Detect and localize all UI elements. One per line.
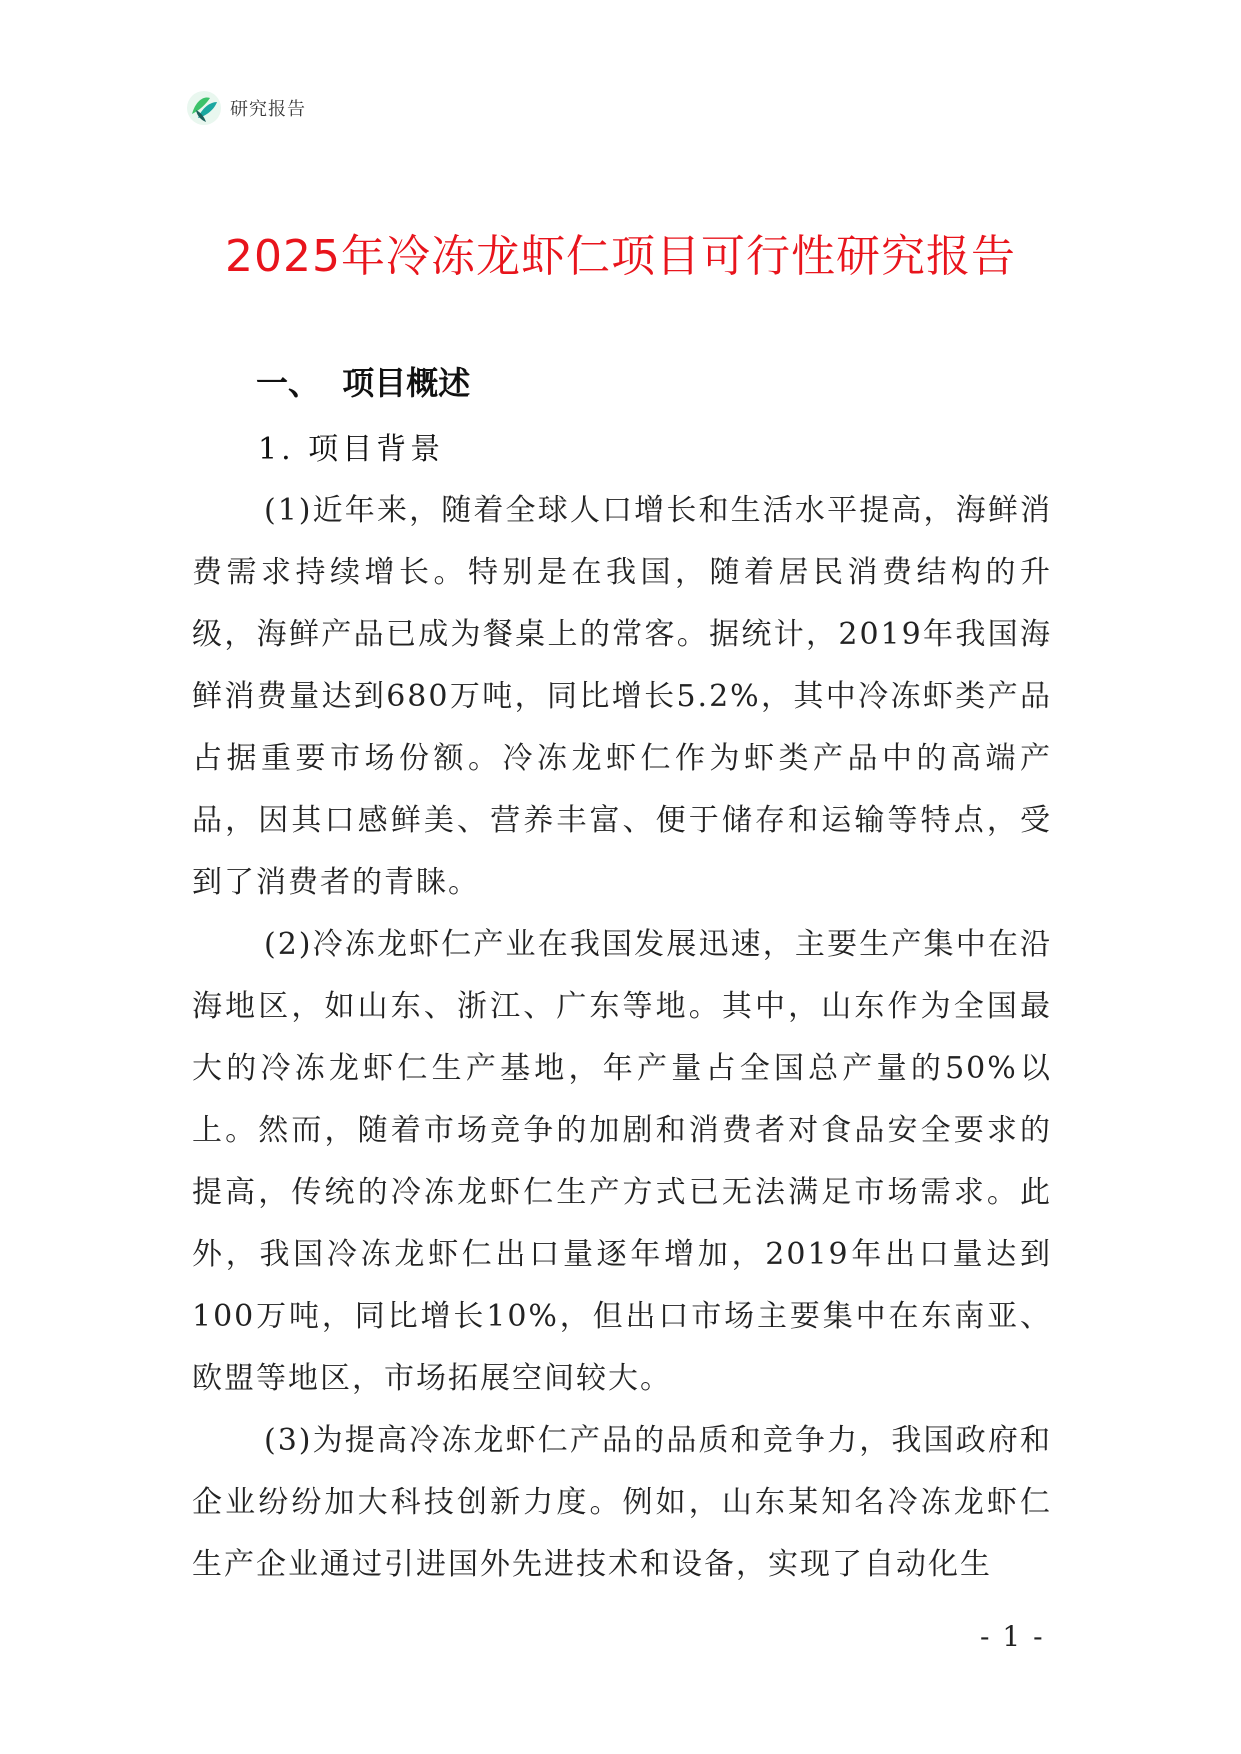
document-title: 2025年冷冻龙虾仁项目可行性研究报告 [225, 231, 1016, 282]
paragraph-1: (1)近年来，随着全球人口增长和生活水平提高，海鲜消费需求持续增长。特别是在我国，随着居民消费结构的升级，海鲜产品已成为餐桌上的常客。据统计，2019年我国海鲜消费量达到680万吨，同比增长5.2%，其中冷冻虾类产品占据重要市场份额。冷冻龙虾仁作为虾类产品中的高端产品，因其口感鲜美、营养丰富、便于储存和运输等特点，受到了消费者的青睐。 [192, 493, 1052, 900]
section-heading: 一、 项目概述 [256, 364, 471, 402]
header-label: 研究报告 [230, 99, 306, 120]
paragraph-3: (3)为提高冷冻龙虾仁产品的品质和竞争力，我国政府和企业纷纷加大科技创新力度。例如，山东某知名冷冻龙虾仁生产企业通过引进国外先进技术和设备，实现了自动化生 [192, 1423, 1052, 1582]
body-content [192, 480, 1052, 1596]
leaf-logo-icon [186, 90, 222, 126]
paragraph-2: (2)冷冻龙虾仁产业在我国发展迅速，主要生产集中在沿海地区，如山东、浙江、广东等地。其中，山东作为全国最大的冷冻龙虾仁生产基地，年产量占全国总产量的50%以上。然而，随着市场竞争的加剧和消费者对食品安全要求的提高，传统的冷冻龙虾仁生产方式已无法满足市场需求。此外，我国冷冻龙虾仁出口量逐年增加，2019年出口量达到100万吨，同比增长10%，但出口市场主要集中在东南亚、欧盟等地区，市场拓展空间较大。 [192, 927, 1052, 1396]
page-number: - 1 - [980, 1620, 1045, 1653]
page-header [186, 88, 306, 128]
sub-heading: 1. 项目背景 [258, 432, 445, 467]
